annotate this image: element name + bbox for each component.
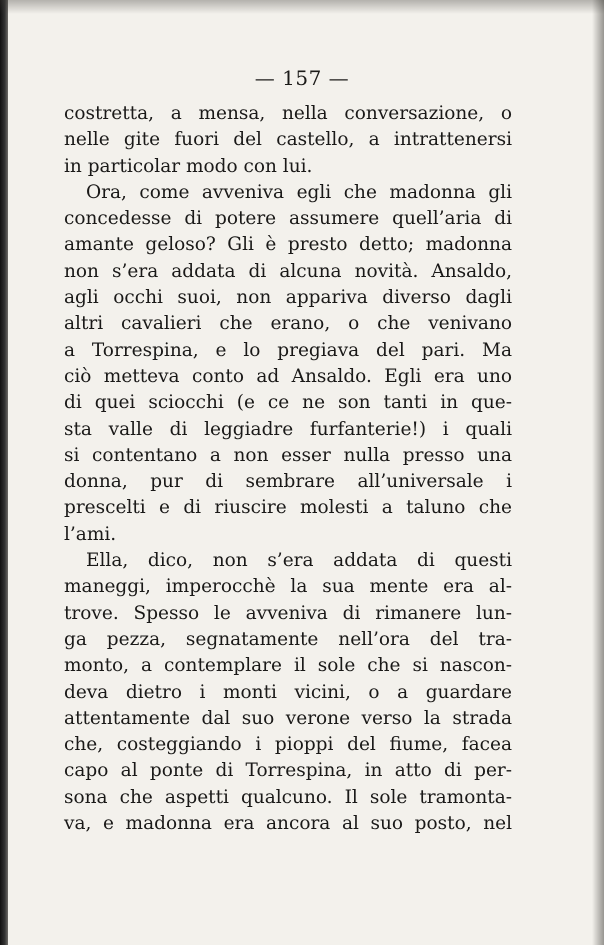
text-line: non s’era addata di alcuna novità. Ansaldo, bbox=[64, 260, 512, 282]
text-line: donna, pur di sembrare all’universale i bbox=[64, 471, 512, 493]
text-line: l’ami. bbox=[64, 523, 117, 545]
right-shadow bbox=[592, 0, 604, 945]
text-line: a Torrespina, e lo pregiava del pari. Ma bbox=[64, 339, 512, 361]
text-line: capo al ponte di Torrespina, in atto di per- bbox=[64, 760, 512, 782]
text-line: ga pezza, segnatamente nell’ora del tra- bbox=[64, 628, 512, 650]
text-line: va, e madonna era ancora al suo posto, nel bbox=[64, 813, 512, 835]
text-line: prescelti e di riuscire molesti a taluno che bbox=[64, 497, 512, 519]
text-line: sta valle di leggiadre furfanterie!) i quali bbox=[64, 418, 512, 440]
text-line: ciò metteva conto ad Ansaldo. Egli era uno bbox=[64, 365, 512, 387]
text-line: concedesse di potere assumere quell’aria di bbox=[64, 208, 512, 230]
text-line: monto, a contemplare il sole che si nascon- bbox=[64, 655, 512, 677]
text-line: nelle gite fuori del castello, a intrattenersi bbox=[64, 129, 512, 151]
text-line: costretta, a mensa, nella conversazione, o bbox=[64, 103, 512, 124]
text-line: sona che aspetti qualcuno. Il sole tramonta- bbox=[64, 786, 512, 808]
text-line: deva dietro i monti vicini, o a guardare bbox=[64, 681, 512, 703]
text-line: agli occhi suoi, non appariva diverso dagli bbox=[64, 287, 512, 309]
text-line: maneggi, imperocchè la sua mente era al- bbox=[64, 576, 512, 598]
text-line: di quei sciocchi (e ce ne son tanti in que- bbox=[64, 392, 512, 414]
text-line: trove. Spesso le avveniva di rimanere lun- bbox=[64, 602, 512, 624]
page-number: — 157 — bbox=[254, 66, 350, 90]
text-line: Ora, come avveniva egli che madonna gli bbox=[86, 181, 512, 203]
text-line: amante geloso? Gli è presto detto; madonna bbox=[64, 234, 512, 256]
body-text bbox=[64, 101, 512, 837]
text-line: in particolar modo con lui. bbox=[64, 155, 313, 177]
top-shadow bbox=[0, 0, 604, 14]
text-line: Ella, dico, non s’era addata di questi bbox=[86, 550, 512, 572]
binding-edge bbox=[0, 0, 8, 945]
text-line: attentamente dal suo verone verso la strada bbox=[64, 707, 512, 729]
text-line: che, costeggiando i pioppi del fiume, facea bbox=[64, 734, 512, 756]
text-line: altri cavalieri che erano, o che venivano bbox=[64, 313, 512, 335]
text-line: si contentano a non esser nulla presso una bbox=[64, 444, 512, 466]
